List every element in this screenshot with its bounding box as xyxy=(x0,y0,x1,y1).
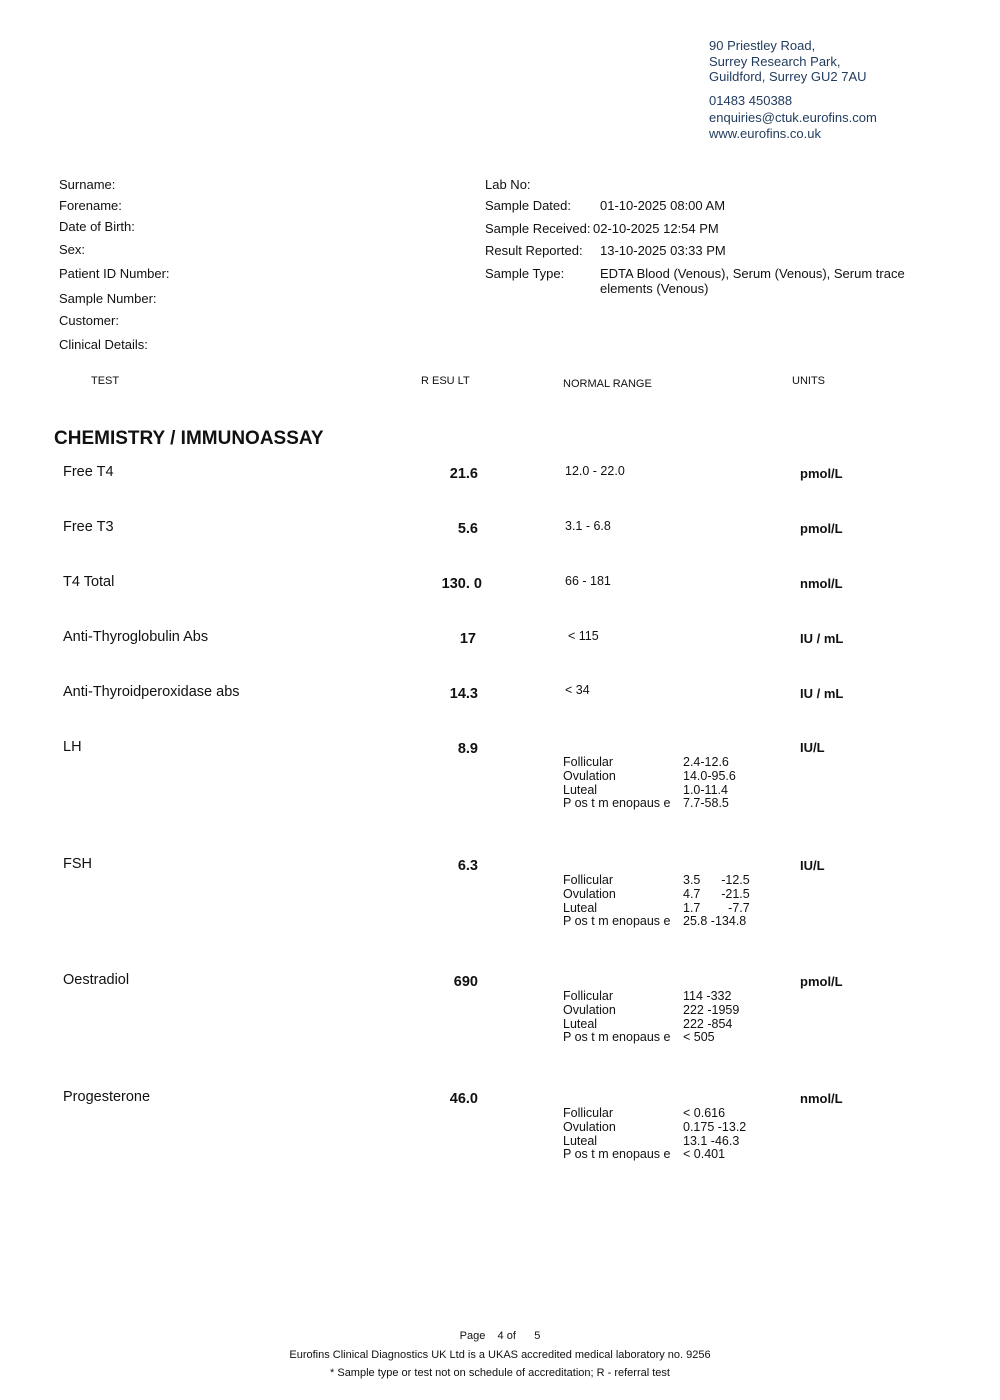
column-header-normal-range: NORMAL RANGE xyxy=(563,378,652,390)
reference-range-row xyxy=(563,902,750,916)
lab-address-block xyxy=(709,38,877,141)
phase-range: 13.1 -46.3 xyxy=(683,1133,740,1148)
test-name: FSH xyxy=(63,856,92,872)
reference-range-row xyxy=(563,888,750,902)
test-result: 46.0 xyxy=(449,1091,478,1107)
test-name: T4 Total xyxy=(63,574,115,590)
sex-label: Sex: xyxy=(59,242,86,257)
phase-label: Follicular xyxy=(563,989,614,1003)
section-title: CHEMISTRY / IMMUNOASSAY xyxy=(54,428,324,449)
phase-range: 4.7 -21.5 xyxy=(683,886,750,901)
reference-range-table xyxy=(563,1107,746,1162)
test-name: Anti-Thyroidperoxidase abs xyxy=(63,684,240,700)
reference-range-row xyxy=(563,756,736,770)
sample-type-value-line-1: EDTA Blood (Venous), Serum (Venous), Serum trace xyxy=(600,266,905,281)
test-name: Oestradiol xyxy=(63,972,130,988)
test-name: Free T3 xyxy=(63,519,114,535)
test-normal-range: < 34 xyxy=(565,683,590,697)
test-unit: nmol/L xyxy=(800,1091,843,1106)
phase-label: Follicular xyxy=(563,873,614,887)
phase-range: 2.4-12.6 xyxy=(683,755,729,769)
reference-range-row xyxy=(563,990,739,1004)
surname-label: Surname: xyxy=(59,177,116,192)
reference-range-row xyxy=(563,1031,739,1045)
address-line-2: Surrey Research Park, xyxy=(709,53,841,69)
footnote: * Sample type or test not on schedule of accreditation; R - referral test xyxy=(330,1367,670,1379)
phase-range: 222 -854 xyxy=(683,1016,733,1031)
reference-range-row xyxy=(563,1004,739,1018)
phase-range: < 0.401 xyxy=(683,1147,726,1162)
result-reported-value: 13-10-2025 03:33 PM xyxy=(600,243,726,258)
test-result: 17 xyxy=(459,631,476,647)
test-result: 5.6 xyxy=(457,521,478,537)
lab-phone: 01483 450388 xyxy=(709,92,793,108)
sample-received-value: 02-10-2025 12:54 PM xyxy=(593,221,719,236)
test-unit: IU/L xyxy=(800,740,825,755)
column-header-result: R ESU LT xyxy=(421,375,470,387)
test-normal-range: < 115 xyxy=(568,629,599,643)
phase-label: P os t m enopaus e xyxy=(563,1147,671,1162)
phase-label: Ovulation xyxy=(563,768,616,783)
phase-label: P os t m enopaus e xyxy=(563,914,671,929)
clinical-details-label: Clinical Details: xyxy=(59,337,148,352)
phase-label: Follicular xyxy=(563,755,614,769)
phase-range: 1.0-11.4 xyxy=(683,782,728,797)
dob-label: Date of Birth: xyxy=(59,219,135,234)
phase-range: 25.8 -134.8 xyxy=(683,914,747,929)
sample-dated-label: Sample Dated: xyxy=(485,198,571,213)
reference-range-row xyxy=(563,1135,746,1149)
reference-range-row xyxy=(563,1148,746,1162)
address-line-1: 90 Priestley Road, xyxy=(709,38,816,53)
reference-range-row xyxy=(563,915,750,929)
reference-range-row xyxy=(563,874,750,888)
column-header-units: UNITS xyxy=(792,375,825,387)
sample-type-value-line-2: elements (Venous) xyxy=(600,281,709,296)
phase-label: Luteal xyxy=(563,1133,598,1148)
forename-label: Forename: xyxy=(59,198,122,213)
reference-range-row xyxy=(563,784,736,798)
phase-range: 222 -1959 xyxy=(683,1002,740,1017)
phase-range: < 0.616 xyxy=(683,1106,726,1120)
test-unit: IU / mL xyxy=(800,686,844,701)
customer-label: Customer: xyxy=(59,313,119,328)
reference-range-row xyxy=(563,1107,746,1121)
address-line-3: Guildford, Surrey GU2 7AU xyxy=(709,69,867,84)
phase-label: Luteal xyxy=(563,900,598,915)
result-reported-label: Result Reported: xyxy=(485,243,583,258)
phase-range: < 505 xyxy=(683,1030,715,1045)
test-result: 14.3 xyxy=(449,686,478,702)
test-name: Anti-Thyroglobulin Abs xyxy=(63,629,209,645)
test-name: Free T4 xyxy=(63,464,114,480)
phase-range: 0.175 -13.2 xyxy=(683,1119,747,1134)
column-header-test: TEST xyxy=(91,375,120,387)
test-unit: IU / mL xyxy=(800,631,844,646)
patient-id-label: Patient ID Number: xyxy=(59,266,170,281)
test-result: 130. 0 xyxy=(441,576,482,592)
phase-label: Ovulation xyxy=(563,1119,616,1134)
phase-label: P os t m enopaus e xyxy=(563,796,671,811)
phase-range: 14.0-95.6 xyxy=(683,768,736,783)
sample-number-label: Sample Number: xyxy=(59,291,157,306)
phase-label: Follicular xyxy=(563,1106,614,1120)
phase-range: 7.7-58.5 xyxy=(683,796,729,811)
phase-label: Ovulation xyxy=(563,886,616,901)
lab-website: www.eurofins.co.uk xyxy=(709,125,821,141)
lab-no-label: Lab No: xyxy=(485,177,531,192)
test-result: 8.9 xyxy=(457,741,478,757)
test-name: Progesterone xyxy=(63,1089,151,1105)
test-result: 21.6 xyxy=(449,466,478,482)
test-unit: pmol/L xyxy=(800,974,843,989)
test-normal-range: 66 - 181 xyxy=(565,574,611,588)
reference-range-row xyxy=(563,770,736,784)
test-name: LH xyxy=(63,739,82,755)
test-unit: nmol/L xyxy=(800,576,843,591)
lab-email: enquiries@ctuk.eurofins.com xyxy=(709,110,877,125)
test-unit: pmol/L xyxy=(800,521,843,536)
reference-range-row xyxy=(563,1121,746,1135)
test-result: 6.3 xyxy=(457,858,478,874)
phase-label: Ovulation xyxy=(563,1002,616,1017)
test-normal-range: 3.1 - 6.8 xyxy=(565,519,611,533)
test-result: 690 xyxy=(453,974,478,990)
test-unit: IU/L xyxy=(800,858,825,873)
test-normal-range: 12.0 - 22.0 xyxy=(565,464,625,478)
sample-dated-value: 01-10-2025 08:00 AM xyxy=(600,198,726,213)
phase-range: 1.7 -7.7 xyxy=(683,900,750,915)
reference-range-row xyxy=(563,1018,739,1032)
phase-label: Luteal xyxy=(563,782,598,797)
reference-range-table xyxy=(563,990,739,1045)
phase-range: 3.5 -12.5 xyxy=(683,873,750,887)
page-number: Page 4 of 5 xyxy=(459,1330,541,1342)
reference-range-table xyxy=(563,874,750,929)
accreditation-statement: Eurofins Clinical Diagnostics UK Ltd is a UKAS accredited medical laboratory no. 9256 xyxy=(289,1349,711,1361)
sample-type-label: Sample Type: xyxy=(485,266,565,281)
test-unit: pmol/L xyxy=(800,466,843,481)
phase-range: 114 -332 xyxy=(683,989,732,1003)
phase-label: Luteal xyxy=(563,1016,598,1031)
reference-range-table xyxy=(563,756,736,811)
reference-range-row xyxy=(563,797,736,811)
phase-label: P os t m enopaus e xyxy=(563,1030,671,1045)
sample-received-label: Sample Received: xyxy=(485,221,591,236)
